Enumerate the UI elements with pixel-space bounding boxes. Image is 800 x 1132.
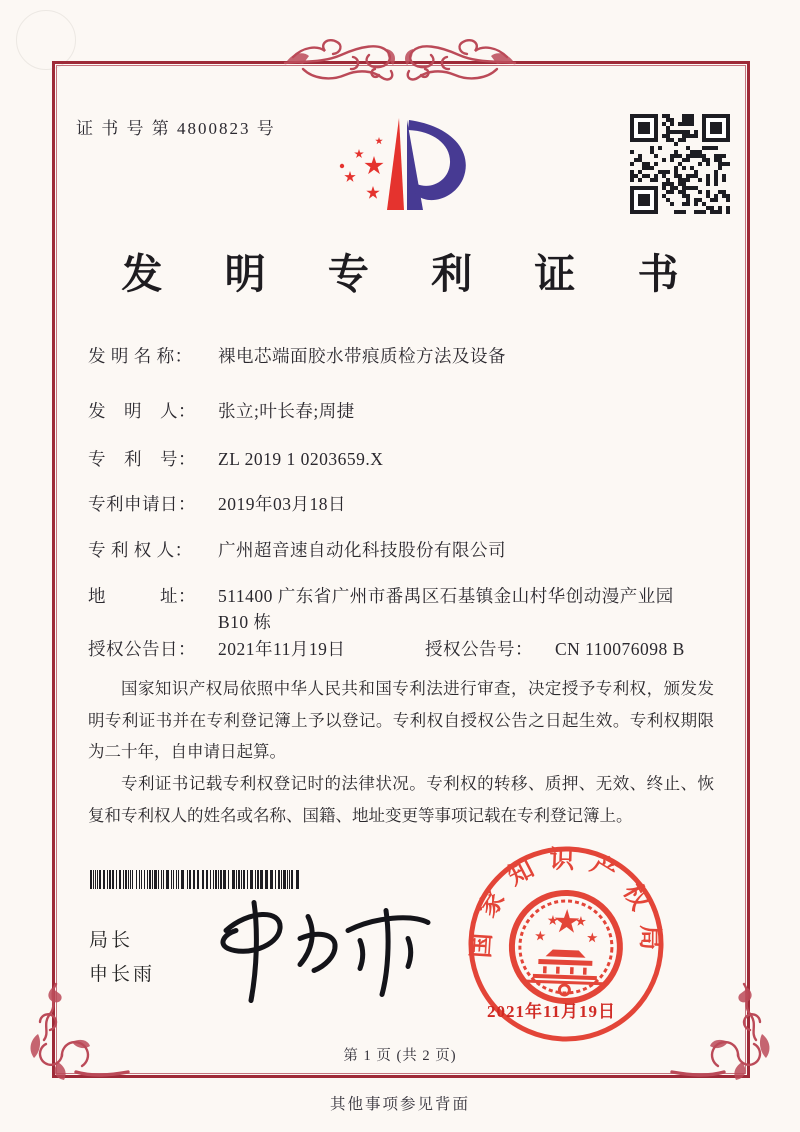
logo-stars xyxy=(344,137,383,199)
field-value: 511400 广东省广州市番禺区石基镇金山村华创动漫产业园 B10 栋 xyxy=(218,586,674,633)
top-dragon-ornament-icon xyxy=(283,33,517,91)
field-label: 专 利 权 人： xyxy=(88,540,193,560)
field-inventors xyxy=(88,398,355,424)
page-number: 第 1 页 (共 2 页) xyxy=(343,1048,457,1064)
field-value: CN 110076098 B xyxy=(555,639,685,659)
field-patent-number xyxy=(88,446,383,472)
legal-paragraph-2: 专利证书记载专利权登记时的法律状况。专利权的转移、质押、无效、终止、恢复和专利权人的姓名或名称、国籍、地址变更等事项记载在专利登记簿上。 xyxy=(88,774,714,825)
field-value: 2021年11月19日 xyxy=(218,639,346,659)
field-label: 发 明 名 称： xyxy=(88,346,193,366)
legal-text xyxy=(88,673,714,831)
field-label: 发 明 人： xyxy=(88,401,196,421)
seal-text: 国家知识产权局 xyxy=(466,845,665,965)
field-value: 广州超音速自动化科技股份有限公司 xyxy=(218,540,506,560)
certificate-title: 发 明 专 利 证 书 xyxy=(121,251,705,297)
bottom-left-flourish-icon xyxy=(10,982,130,1084)
field-label: 地 址： xyxy=(88,586,196,606)
svg-text:国家知识产权局 xyxy=(467,843,668,965)
commissioner-title: 局长 xyxy=(89,930,134,951)
field-label: 授权公告号： xyxy=(425,639,533,659)
field-label: 专利申请日： xyxy=(88,494,196,514)
back-side-note: 其他事项参见背面 xyxy=(329,1096,470,1113)
field-address xyxy=(88,583,708,636)
field-value: ZL 2019 1 0203659.X xyxy=(218,449,384,469)
handwritten-signature-icon xyxy=(196,889,436,1007)
field-value: 裸电芯端面胶水带痕质检方法及设备 xyxy=(218,346,506,366)
field-grant-row xyxy=(88,636,716,662)
field-label: 专 利 号： xyxy=(88,449,196,469)
field-value: 张立;叶长春;周捷 xyxy=(218,401,355,421)
bottom-right-flourish-icon xyxy=(670,982,790,1084)
seal-date: 2021年11月19日 xyxy=(487,1002,617,1021)
barcode-icon xyxy=(90,870,305,889)
certificate-number: 证 书 号 第 4800823 号 xyxy=(76,119,276,138)
qr-code-icon xyxy=(630,114,730,214)
legal-paragraph-1: 国家知识产权局依照中华人民共和国专利法进行审查，决定授予专利权，颁发发明专利证书并在专利登记簿上予以登记。专利权自授权公告之日起生效。专利权期限为二十年，自申请日起算。 xyxy=(88,679,714,762)
commissioner-name: 申长雨 xyxy=(89,964,156,985)
cnipa-logo-icon xyxy=(330,103,490,235)
national-emblem-icon xyxy=(510,891,622,1003)
field-label: 授权公告日： xyxy=(88,639,196,659)
field-invention-name xyxy=(88,343,506,369)
field-grant-number xyxy=(425,636,685,662)
field-patentee xyxy=(88,537,506,563)
field-filing-date xyxy=(88,491,346,517)
field-value: 2019年03月18日 xyxy=(218,494,346,514)
